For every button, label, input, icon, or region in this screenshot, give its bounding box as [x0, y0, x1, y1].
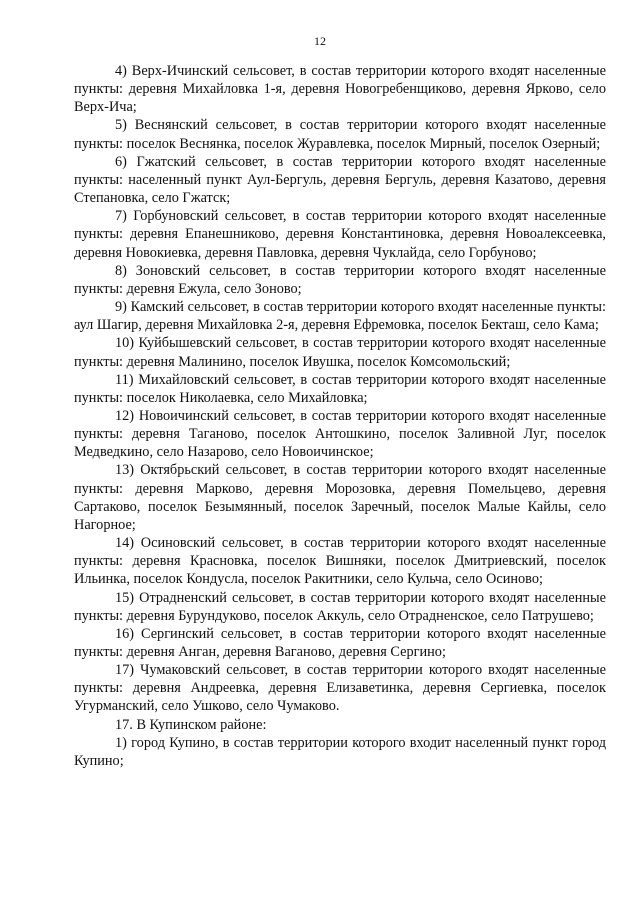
- paragraph-6-gzhatsky: 6) Гжатский сельсовет, в состав территории которого входят населенные пункты: населенный пункт Аул-Бергуль, деревня Бергуль, деревня Казатово, деревня Степановка, село Гжатск;: [74, 153, 606, 207]
- paragraph-9-kamsky: 9) Камский сельсовет, в состав территории которого входят населенные пункты: аул Шагир, деревня Михайловка 2-я, деревня Ефремовка, поселок Бекташ, село Кама;: [74, 299, 606, 334]
- paragraph-7-gorbunovsky: 7) Горбуновский сельсовет, в состав территории которого входят населенные пункты: деревня Епанешниково, деревня Константиновка, деревня Новоалексеевка, деревня Новокиевка, деревня Павловка, деревня Чуклайда, село Горбуново;: [74, 208, 606, 261]
- paragraph-16-serginsky: 16) Сергинский сельсовет, в состав территории которого входят населенные пункты: деревня Анган, деревня Ваганово, деревня Сергино;: [74, 625, 606, 660]
- paragraph-17-chumakovsky: 17) Чумаковский сельсовет, в состав территории которого входят населенные пункты: деревня Андреевка, деревня Елизаветинка, деревня Сергиевка, поселок Угурманский, село Ушково, село Чумаково.: [74, 662, 606, 715]
- paragraph-10-kuibyshevsky: 10) Куйбышевский сельсовет, в состав территории которого входят населенные пункты: деревня Малинино, поселок Ивушка, поселок Комсомольский;: [74, 335, 606, 370]
- paragraph-13-oktyabrsky: 13) Октябрьский сельсовет, в состав территории которого входят населенные пункты: деревня Марково, деревня Морозовка, деревня Помельцево, деревня Сартаково, поселок Безымянный, поселок Заречный, поселок Малые Кайлы, село Нагорное;: [74, 462, 606, 533]
- paragraph-15-otradnensky: 15) Отрадненский сельсовет, в состав территории которого входят населенные пункты: деревня Бурундуково, поселок Аккуль, село Отрадненское, село Патрушево;: [74, 589, 606, 624]
- paragraph-14-osinovsky: 14) Осиновский сельсовет, в состав территории которого входят населенные пункты: деревня Красновка, поселок Вишняки, поселок Дмитриевский, поселок Ильинка, поселок Кондусла, поселок Ракитники, село Кульча, село Осиново;: [74, 535, 606, 588]
- paragraph-5-vesnyansky: 5) Веснянский сельсовет, в состав территории которого входят населенные пункты: поселок Веснянка, поселок Журавлевка, поселок Мирный, поселок Озерный;: [74, 117, 606, 152]
- paragraph-12-novoichinsky: 12) Новоичинский сельсовет, в состав территории которого входят населенные пункты: деревня Таганово, поселок Антошкино, поселок Заливной Луг, поселок Медведкино, село Назарово, село Новоичинское;: [74, 407, 606, 461]
- paragraph-4-verkh-ichinsky: 4) Верх-Ичинский сельсовет, в состав территории которого входят населенные пункты: деревня Михайловка 1-я, деревня Новогребенщиково, деревня Ярково, село Верх-Ича;: [74, 63, 606, 116]
- page-number: 12: [314, 34, 326, 48]
- paragraph-8-zonovsky: 8) Зоновский сельсовет, в состав территории которого входят населенные пункты: деревня Ежула, село Зоново;: [74, 262, 606, 297]
- paragraph-1-kupino-city: 1) город Купино, в состав территории которого входит населенный пункт город Купино;: [74, 734, 606, 769]
- section-heading-kupinsky-district: 17. В Купинском районе:: [115, 716, 267, 733]
- paragraph-11-mikhailovsky: 11) Михайловский сельсовет, в состав территории которого входят населенные пункты: поселок Николаевка, село Михайловка;: [74, 371, 606, 406]
- document-body: [74, 62, 606, 770]
